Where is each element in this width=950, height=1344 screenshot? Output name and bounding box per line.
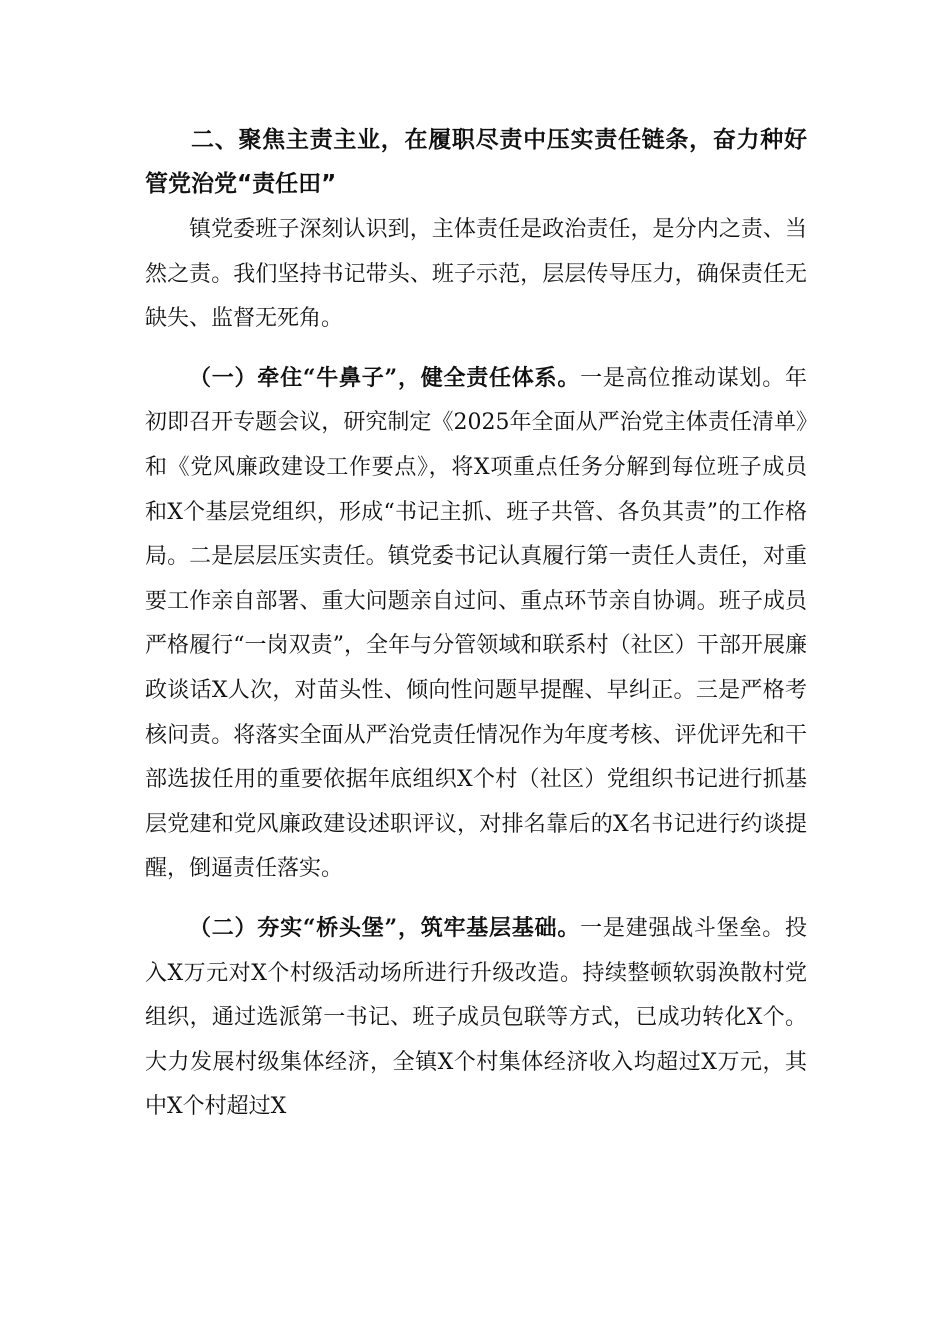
part2-title: （二）夯实“桥头堡”，筑牢基层基础。 <box>189 914 581 941</box>
part2-paragraph <box>145 906 807 1130</box>
part1-title: （一）牵住“牛鼻子”，健全责任体系。 <box>189 364 581 391</box>
document-page <box>145 118 807 1130</box>
part2-body: 一是建强战斗堡垒。投入X万元对X个村级活动场所进行升级改造。持续整顿软弱涣散村党组织，通过选派第一书记、班子成员包联等方式，已成功转化X个。大力发展村级集体经济，全镇X个村集体经济收入均超过X万元，其中X个村超过X <box>145 915 807 1120</box>
section-heading: 二、聚焦主责主业，在履职尽责中压实责任链条，奋力种好管党治党“责任田” <box>145 127 807 197</box>
part1-paragraph <box>145 356 807 892</box>
part1-body: 一是高位推动谋划。年初即召开专题会议，研究制定《2025年全面从严治党主体责任清单》和《党风廉政建设工作要点》，将X项重点任务分解到每位班子成员和X个基层党组织，形成“书记主抓、班子共管、各负其责”的工作格局。二是层层压实责任。镇党委书记认真履行第一责任人责任，对重要工作亲自部署、重大问题亲自过问、重点环节亲自协调。班子成员严格履行“一岗双责”，全年与分管领域和联系村（社区）干部开展廉政谈话X人次，对苗头性、倾向性问题早提醒、早纠正。三是严格考核问责。将落实全面从严治党责任情况作为年度考核、评优评先和干部选拔任用的重要依据年底组织X个村（社区）党组织书记进行抓基层党建和党风廉政建设述职评议，对排名靠后的X名书记进行约谈提醒，倒逼责任落实。 <box>145 365 807 882</box>
intro-paragraph: 镇党委班子深刻认识到，主体责任是政治责任，是分内之责、当然之责。我们坚持书记带头、班子示范，层层传导压力，确保责任无缺失、监督无死角。 <box>145 217 807 332</box>
